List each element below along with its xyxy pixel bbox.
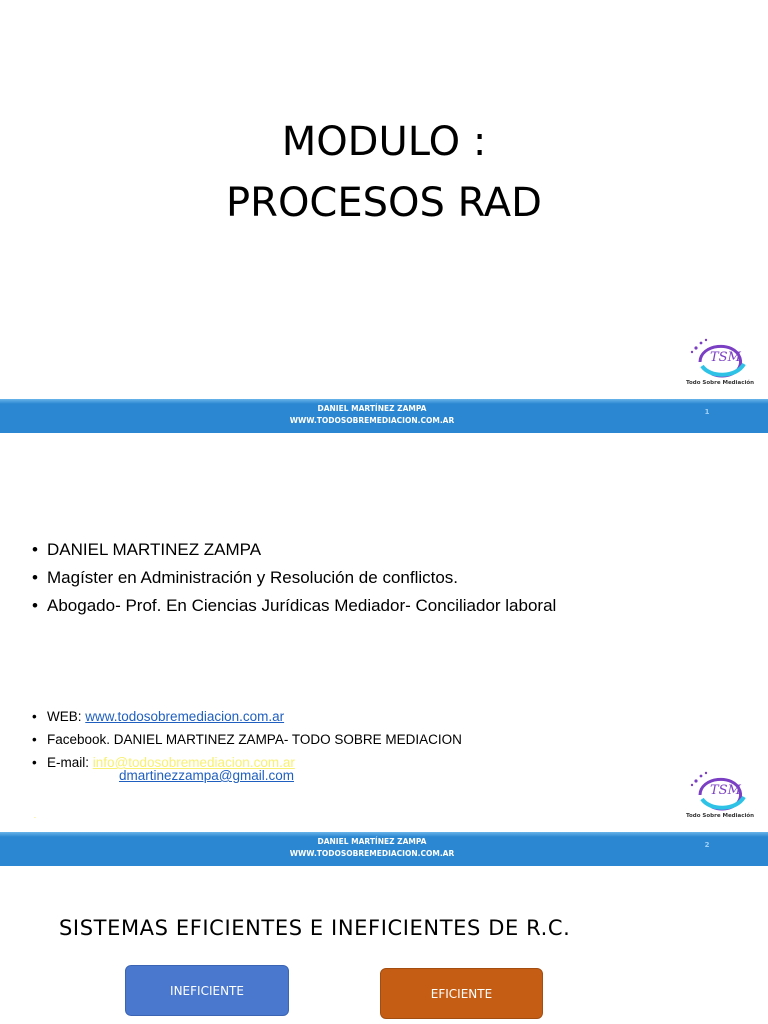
bio-list (32, 536, 556, 620)
email-link[interactable]: dmartinezzampa@gmail.com (119, 768, 295, 783)
ineficiente-box: INEFICIENTE (125, 965, 289, 1016)
slide-2 (0, 433, 768, 866)
list-item: • Magíster en Administración y Resolución de conflictos. (32, 568, 459, 587)
title-line-2: PROCESOS RAD (226, 180, 542, 226)
slide-1 (0, 0, 768, 433)
facebook-value: DANIEL MARTINEZ ZAMPA- TODO SOBRE MEDIACION (113, 732, 462, 747)
footer-name: DANIEL MARTÍNEZ ZAMPA (317, 837, 427, 846)
slide-footer (0, 399, 768, 433)
footer-url: WWW.TODOSOBREMEDIACION.COM.AR (289, 416, 455, 425)
contact-list (32, 705, 462, 774)
footer-url: WWW.TODOSOBREMEDIACION.COM.AR (289, 849, 455, 858)
slide-footer (0, 832, 768, 866)
tsm-logo-icon (686, 330, 755, 390)
slide-title: SISTEMAS EFICIENTES E INEFICIENTES DE R.C. (59, 916, 571, 940)
web-link[interactable]: www.todosobremediacion.com.ar (85, 709, 285, 724)
eficiente-box: EFICIENTE (380, 968, 543, 1019)
list-item: • Abogado- Prof. En Ciencias Jurídicas Mediador- Conciliador laboral (32, 596, 557, 615)
facebook-item: • Facebook. DANIEL MARTINEZ ZAMPA- TODO SOBRE MEDIACION (32, 732, 462, 747)
page-number: 1 (704, 408, 710, 416)
logo-caption: Todo Sobre Mediación (686, 380, 755, 386)
footer-name: DANIEL MARTÍNEZ ZAMPA (317, 404, 427, 413)
email-link-faded[interactable]: info@todosobremediacion.com.ar (92, 755, 295, 770)
list-item: • DANIEL MARTINEZ ZAMPA (32, 540, 262, 559)
logo-initials: TSM (710, 350, 741, 365)
slide-title (0, 112, 768, 234)
decorative-mark: . (34, 813, 36, 820)
logo-caption: Todo Sobre Mediación (686, 813, 755, 819)
page-number: 2 (704, 841, 710, 849)
slide-3 (0, 866, 768, 1024)
title-line-1: MODULO : (281, 119, 487, 165)
logo-initials: TSM (710, 783, 741, 798)
email-item: • E-mail: info@todosobremediacion.com.ar (32, 755, 295, 770)
tsm-logo-icon (686, 763, 755, 823)
web-item: • WEB: www.todosobremediacion.com.ar (32, 709, 285, 724)
